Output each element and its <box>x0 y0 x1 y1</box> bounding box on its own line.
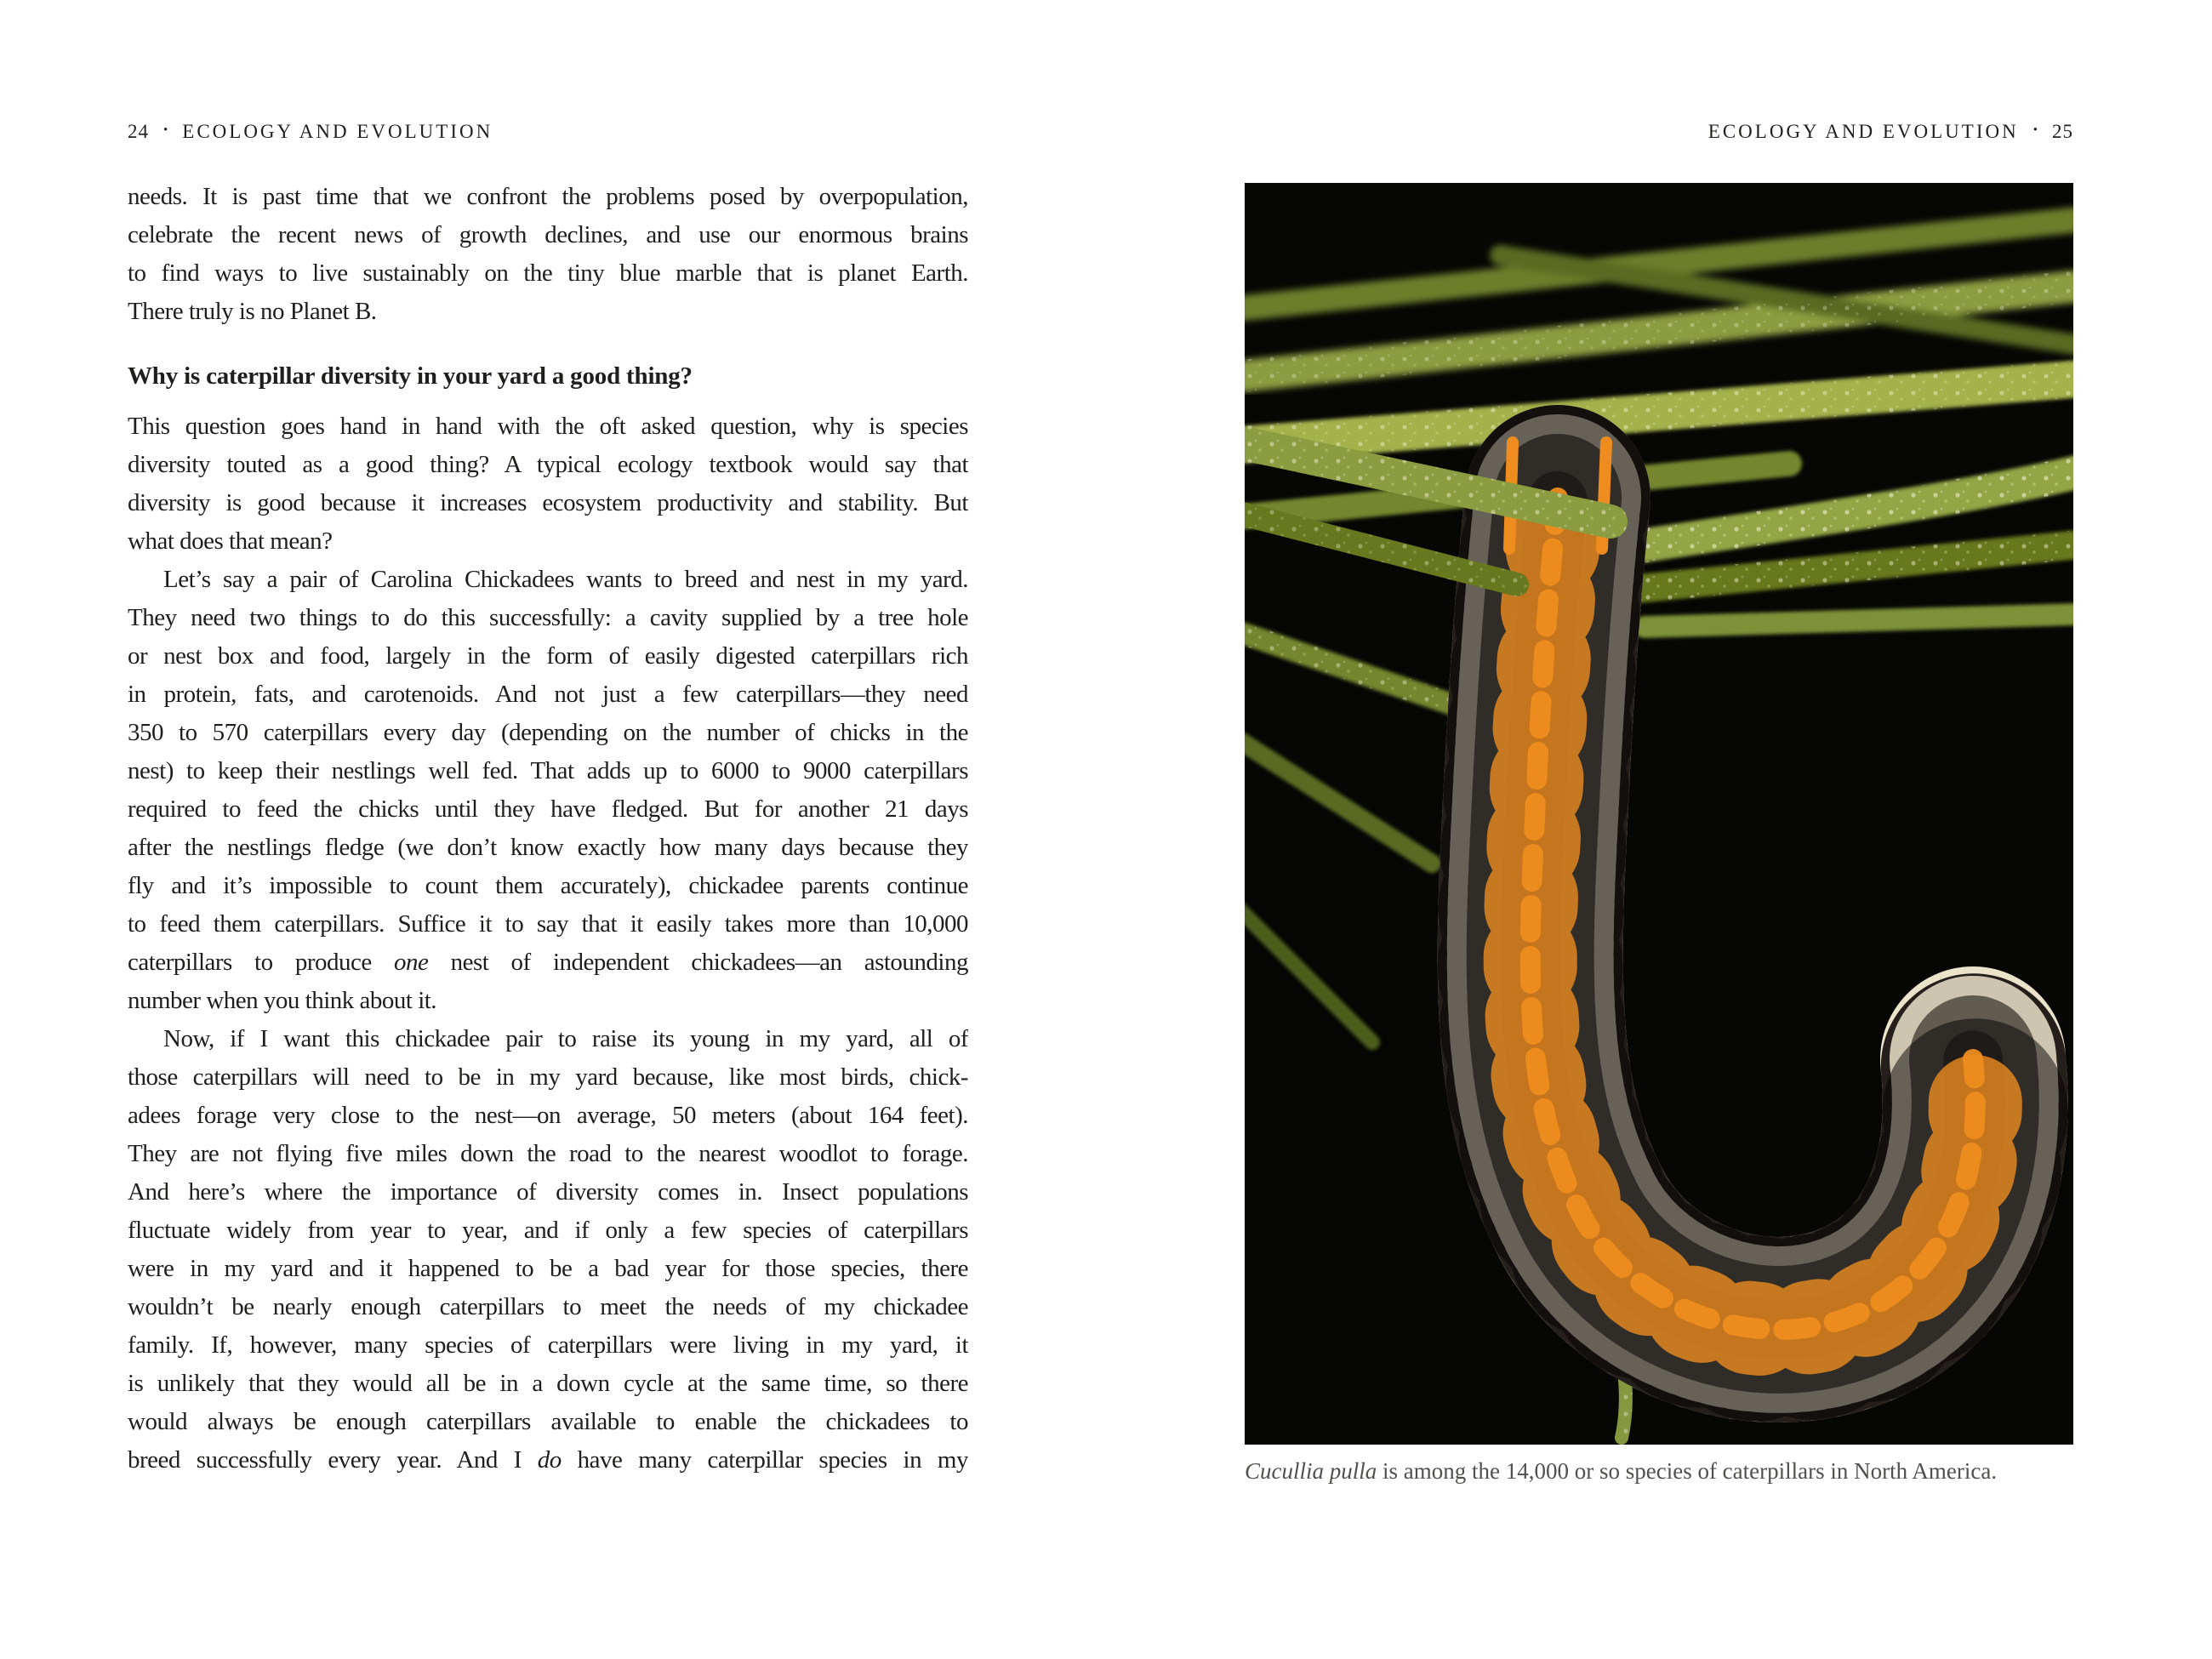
text-line: This question goes hand in hand with the oft asked question, why is species <box>128 413 968 440</box>
paragraph <box>128 1020 968 1479</box>
text-line: those caterpillars will need to be in my yard because, like most birds, chick- <box>128 1063 968 1091</box>
text-line: is unlikely that they would all be in a down cycle at the same time, so there <box>128 1370 968 1397</box>
text-line: wouldn’t be nearly enough caterpillars to meet the needs of my chickadee <box>128 1293 968 1320</box>
text-line: They need two things to do this successfully: a cavity supplied by a tree hole <box>128 604 968 631</box>
paragraph <box>128 408 968 561</box>
text-line: And here’s where the importance of diversity comes in. Insect populations <box>128 1178 968 1206</box>
caterpillar-photo <box>1245 183 2073 1445</box>
caterpillar-photo-art <box>1245 183 2073 1445</box>
caption-text: is among the 14,000 or so species of caterpillars in North America. <box>1377 1458 1998 1484</box>
text-line: diversity touted as a good thing? A typical ecology textbook would say that <box>128 451 968 478</box>
text-line: There truly is no Planet B. <box>128 298 377 325</box>
page-number: 24 <box>128 121 149 142</box>
photo-caption <box>1245 1457 2078 1485</box>
paragraph <box>128 178 968 331</box>
caption-species-name: Cucullia pulla <box>1245 1458 1377 1484</box>
bullet-separator: • <box>2032 123 2038 137</box>
header-title: ECOLOGY AND EVOLUTION <box>182 121 493 142</box>
text-line: celebrate the recent news of growth declines, and use our enormous brains <box>128 221 968 248</box>
text-line: diversity is good because it increases ecosystem productivity and stability. But <box>128 489 968 516</box>
text-line: or nest box and food, largely in the form of easily digested caterpillars rich <box>128 642 968 670</box>
text-line: breed successfully every year. And I do have many caterpillar species in my <box>128 1446 968 1474</box>
text-line: to feed them caterpillars. Suffice it to say that it easily takes more than 10,000 <box>128 910 968 938</box>
text-line: required to feed the chicks until they have fledged. But for another 21 days <box>128 795 968 823</box>
text-line: 350 to 570 caterpillars every day (depending on the number of chicks in the <box>128 719 968 746</box>
text-line: caterpillars to produce one nest of independent chickadees—an astounding <box>128 949 968 976</box>
text-line: to find ways to live sustainably on the tiny blue marble that is planet Earth. <box>128 259 968 287</box>
page-number: 25 <box>2052 121 2073 142</box>
text-line: Let’s say a pair of Carolina Chickadees wants to breed and nest in my yard. <box>163 566 968 593</box>
running-header-left <box>128 121 493 143</box>
text-line: fluctuate widely from year to year, and if only a few species of caterpillars <box>128 1217 968 1244</box>
section-heading-text: Why is caterpillar diversity in your yard a good thing? <box>128 362 693 390</box>
running-header-right <box>1708 121 2073 143</box>
text-line: after the nestlings fledge (we don’t know exactly how many days because they <box>128 834 968 861</box>
text-line: fly and it’s impossible to count them accurately), chickadee parents continue <box>128 872 968 899</box>
text-line: would always be enough caterpillars available to enable the chickadees to <box>128 1408 968 1435</box>
text-line: what does that mean? <box>128 527 333 555</box>
bullet-separator: • <box>163 123 168 137</box>
paragraph <box>128 561 968 1020</box>
text-line: nest) to keep their nestlings well fed. That adds up to 6000 to 9000 caterpillars <box>128 757 968 784</box>
section-heading <box>128 357 968 396</box>
text-line: needs. It is past time that we confront the problems posed by overpopulation, <box>128 183 968 210</box>
text-line: family. If, however, many species of caterpillars were living in my yard, it <box>128 1331 968 1359</box>
text-line: were in my yard and it happened to be a bad year for those species, there <box>128 1255 968 1282</box>
text-line: They are not flying five miles down the road to the nearest woodlot to forage. <box>128 1140 968 1167</box>
text-line: Now, if I want this chickadee pair to raise its young in my yard, all of <box>163 1025 968 1052</box>
text-line: in protein, fats, and carotenoids. And not just a few caterpillars—they need <box>128 681 968 708</box>
text-line: adees forage very close to the nest—on average, 50 meters (about 164 feet). <box>128 1102 968 1129</box>
header-title: ECOLOGY AND EVOLUTION <box>1707 121 2019 142</box>
text-line: number when you think about it. <box>128 987 437 1014</box>
